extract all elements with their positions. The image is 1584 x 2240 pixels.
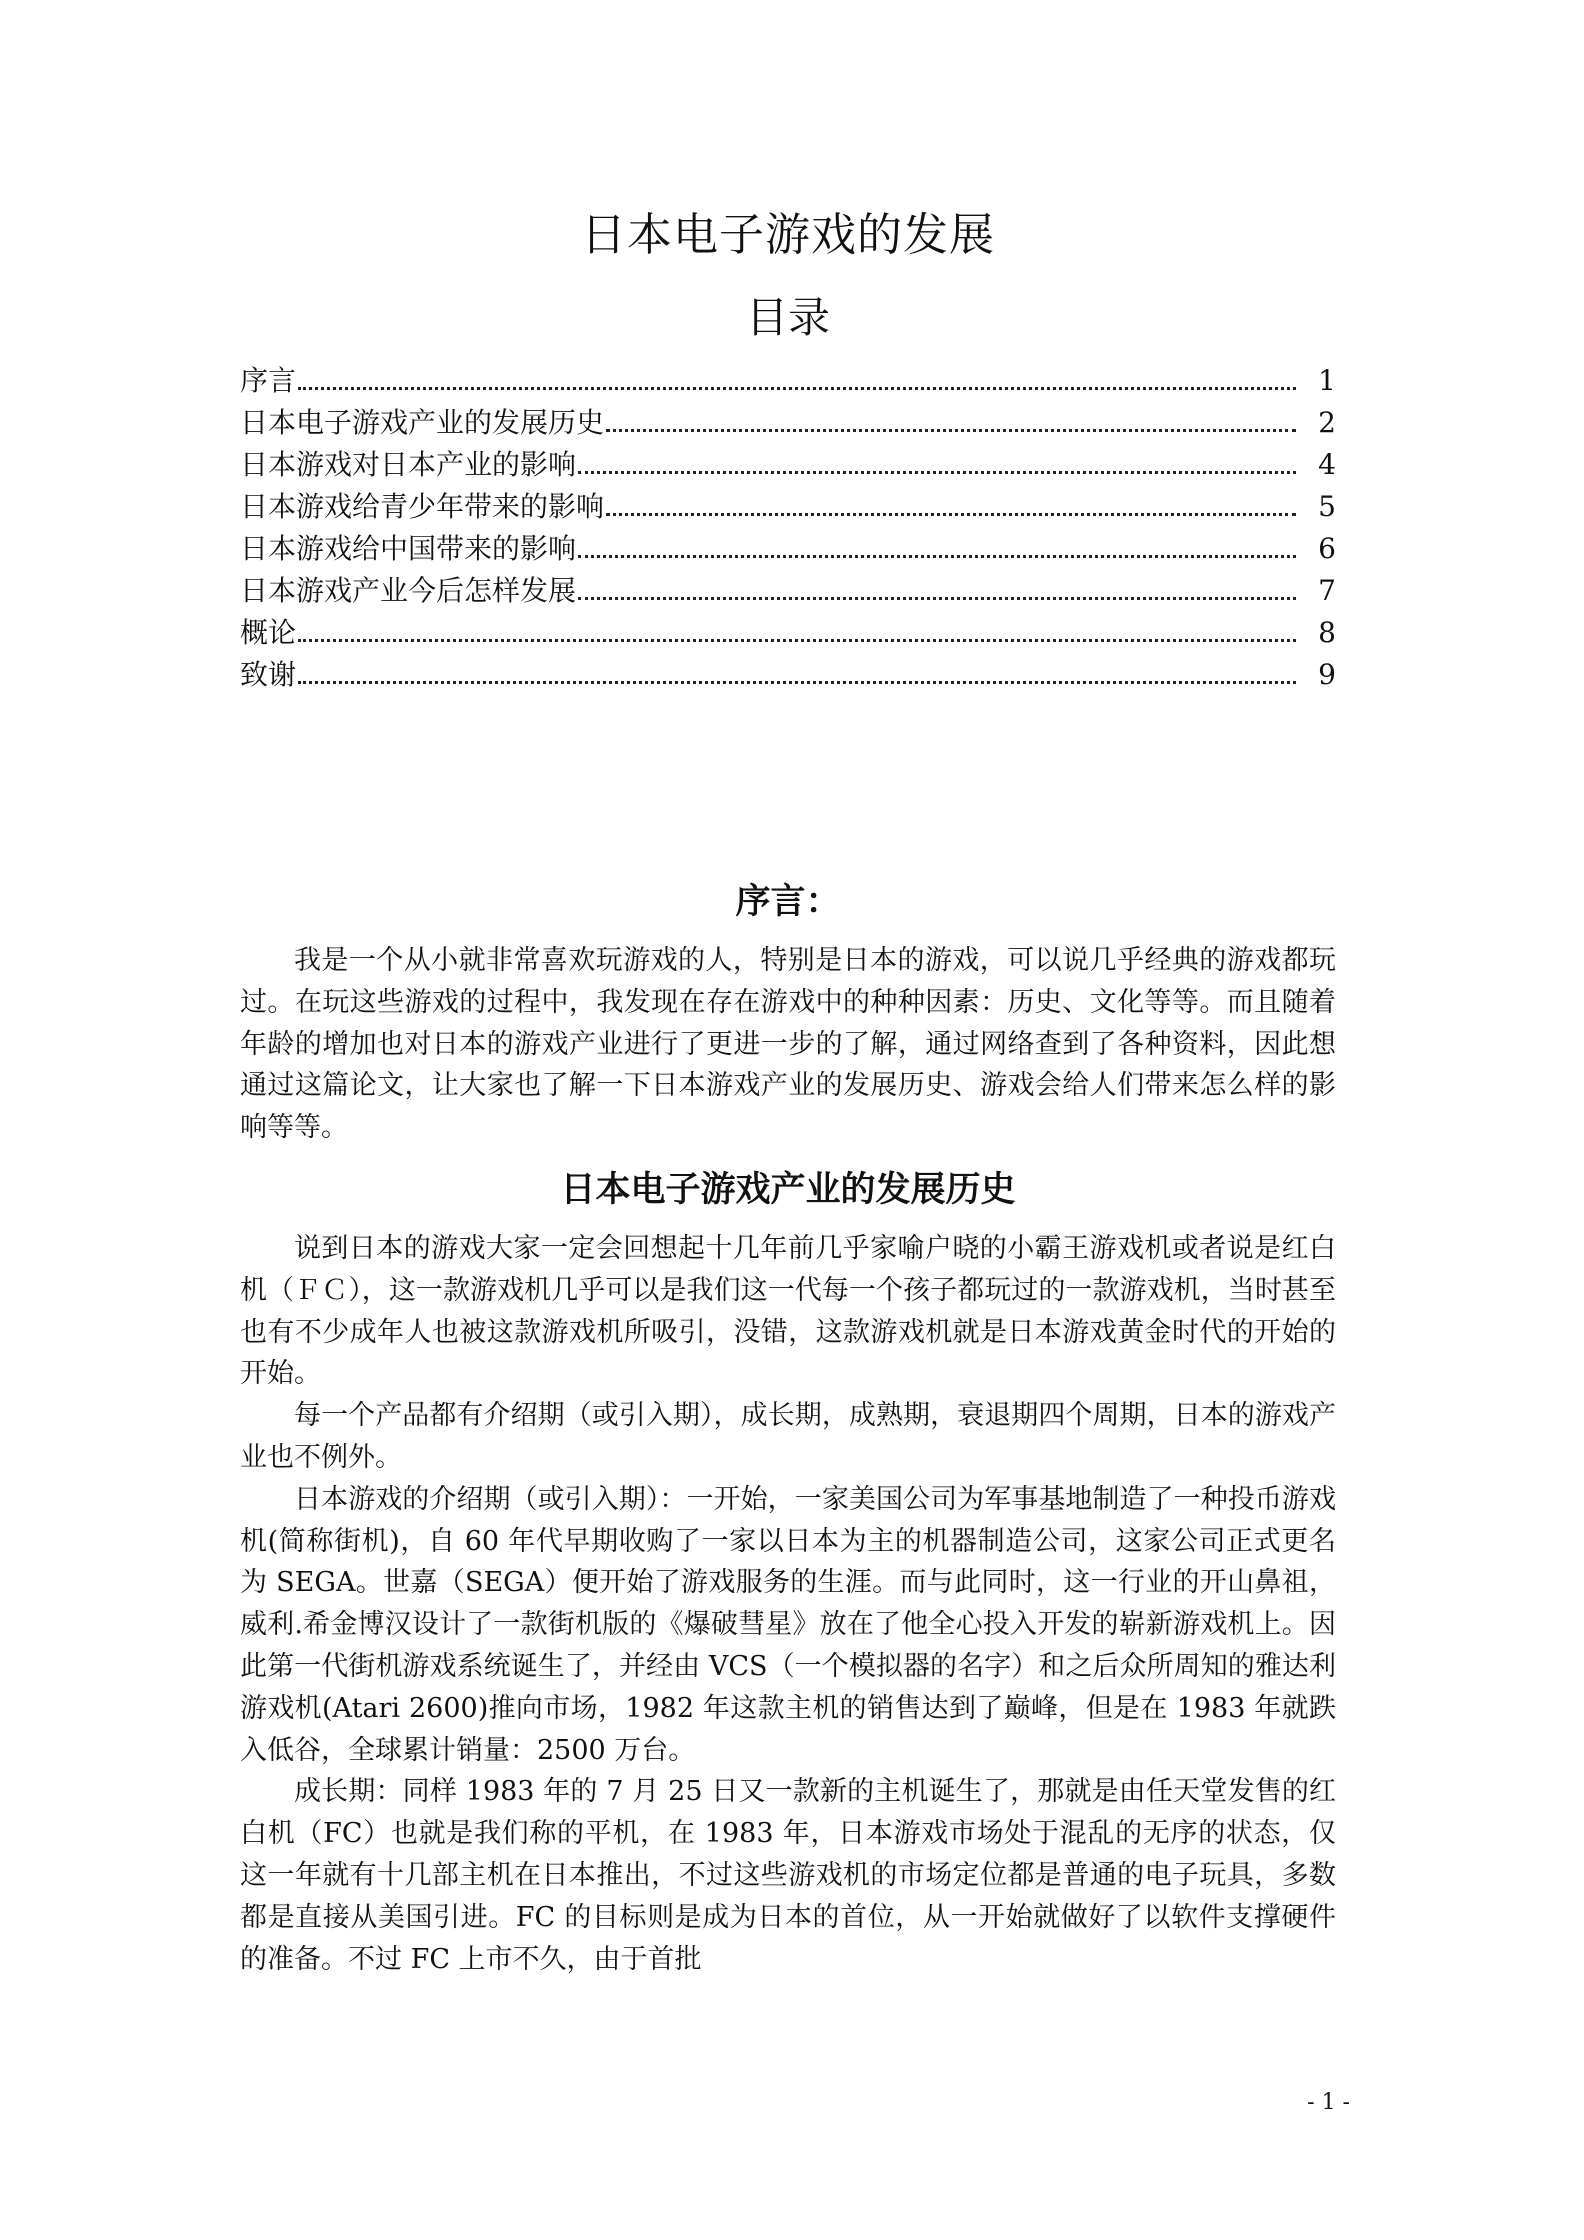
toc-leader-dots: [578, 471, 1296, 474]
toc-entry-label: 日本游戏对日本产业的影响: [240, 448, 577, 481]
toc-entry[interactable]: [240, 486, 1336, 528]
toc-entry-page: 6: [1318, 532, 1336, 565]
toc-entry-page: 2: [1318, 406, 1336, 439]
toc-entry-label: 日本电子游戏产业的发展历史: [240, 406, 605, 439]
section-heading-preface: 序言：: [735, 882, 841, 922]
toc-entry[interactable]: [240, 612, 1336, 654]
toc-entry-page: 9: [1318, 658, 1336, 691]
toc-entry-page: 4: [1318, 448, 1336, 481]
toc-entry-label: 序言: [240, 364, 297, 397]
toc-entry-label: 日本游戏给中国带来的影响: [240, 532, 577, 565]
toc-entry-label: 日本游戏给青少年带来的影响: [240, 490, 605, 523]
section-body-preface: [240, 940, 1336, 1149]
toc-entry-page: 5: [1318, 490, 1336, 523]
toc-leader-dots: [578, 597, 1296, 600]
paragraph: 我是一个从小就非常喜欢玩游戏的人，特别是日本的游戏，可以说几乎经典的游戏都玩过。在玩这些游戏的过程中，我发现在存在游戏中的种种因素：历史、文化等等。而且随着年龄的增加也对日本的游戏产业进行了更进一步的了解，通过网络查到了各种资料，因此想通过这篇论文，让大家也了解一下日本游戏产业的发展历史、游戏会给人们带来怎么样的影响等等。: [240, 945, 1336, 1144]
section-body-history: [240, 1228, 1336, 1980]
toc-heading: 目录: [745, 293, 830, 342]
toc-entry-label: 日本游戏产业今后怎样发展: [240, 574, 577, 607]
toc-entry[interactable]: [240, 444, 1336, 486]
toc-entry-page: 1: [1318, 364, 1336, 397]
toc-leader-dots: [298, 387, 1296, 390]
toc-entry-page: 7: [1318, 574, 1336, 607]
toc-entry-label: 概论: [240, 616, 297, 649]
toc-leader-dots: [578, 555, 1296, 558]
toc-leader-dots: [298, 639, 1296, 642]
table-of-contents: [240, 360, 1336, 696]
toc-entry[interactable]: [240, 654, 1336, 696]
document-title: 日本电子游戏的发展: [580, 208, 995, 261]
toc-leader-dots: [606, 513, 1296, 516]
paragraph: 每一个产品都有介绍期（或引入期），成长期，成熟期，衰退期四个周期，日本的游戏产业也不例外。: [240, 1400, 1336, 1473]
toc-entry[interactable]: [240, 360, 1336, 402]
toc-entry[interactable]: [240, 570, 1336, 612]
toc-entry-page: 8: [1318, 616, 1336, 649]
toc-entry[interactable]: [240, 402, 1336, 444]
toc-leader-dots: [298, 681, 1296, 684]
section-heading-history: 日本电子游戏产业的发展历史: [560, 1170, 1016, 1210]
paragraph: 日本游戏的介绍期（或引入期）：一开始，一家美国公司为军事基地制造了一种投币游戏机(简称街机)，自 60 年代早期收购了一家以日本为主的机器制造公司，这家公司正式更名为 SEGA。世嘉（SEGA）便开始了游戏服务的生涯。而与此同时，这一行业的开山鼻祖，威利.希金博汉设计了一款街机版的《爆破彗星》放在了他全心投入开发的崭新游戏机上。因此第一代街机游戏系统诞生了，并经由 VCS（一个模拟器的名字）和之后众所周知的雅达利游戏机(Atari 2600)推向市场，1982 年这款主机的销售达到了巅峰，但是在 1983 年就跌入低谷，全球累计销量：2500 万台。: [240, 1483, 1336, 1766]
document-page: [240, 0, 1350, 2240]
paragraph: 说到日本的游戏大家一定会回想起十几年前几乎家喻户晓的小霸王游戏机或者说是红白机（ＦＣ），这一款游戏机几乎可以是我们这一代每一个孩子都玩过的一款游戏机，当时甚至也有不少成年人也被这款游戏机所吸引，没错，这款游戏机就是日本游戏黄金时代的开始的开始。: [240, 1233, 1336, 1390]
paragraph: 成长期：同样 1983 年的 7 月 25 日又一款新的主机诞生了，那就是由任天堂发售的红白机（FC）也就是我们称的平机，在 1983 年，日本游戏市场处于混乱的无序的状态，仅这一年就有十几部主机在日本推出，不过这些游戏机的市场定位都是普通的电子玩具，多数都是直接从美国引进。FC 的目标则是成为日本的首位，从一开始就做好了以软件支撑硬件的准备。不过 FC 上市不久，由于首批: [240, 1776, 1336, 1975]
page-number-footer: - 1 -: [1307, 2090, 1350, 2115]
toc-entry[interactable]: [240, 528, 1336, 570]
toc-entry-label: 致谢: [240, 658, 297, 691]
toc-leader-dots: [606, 429, 1296, 432]
